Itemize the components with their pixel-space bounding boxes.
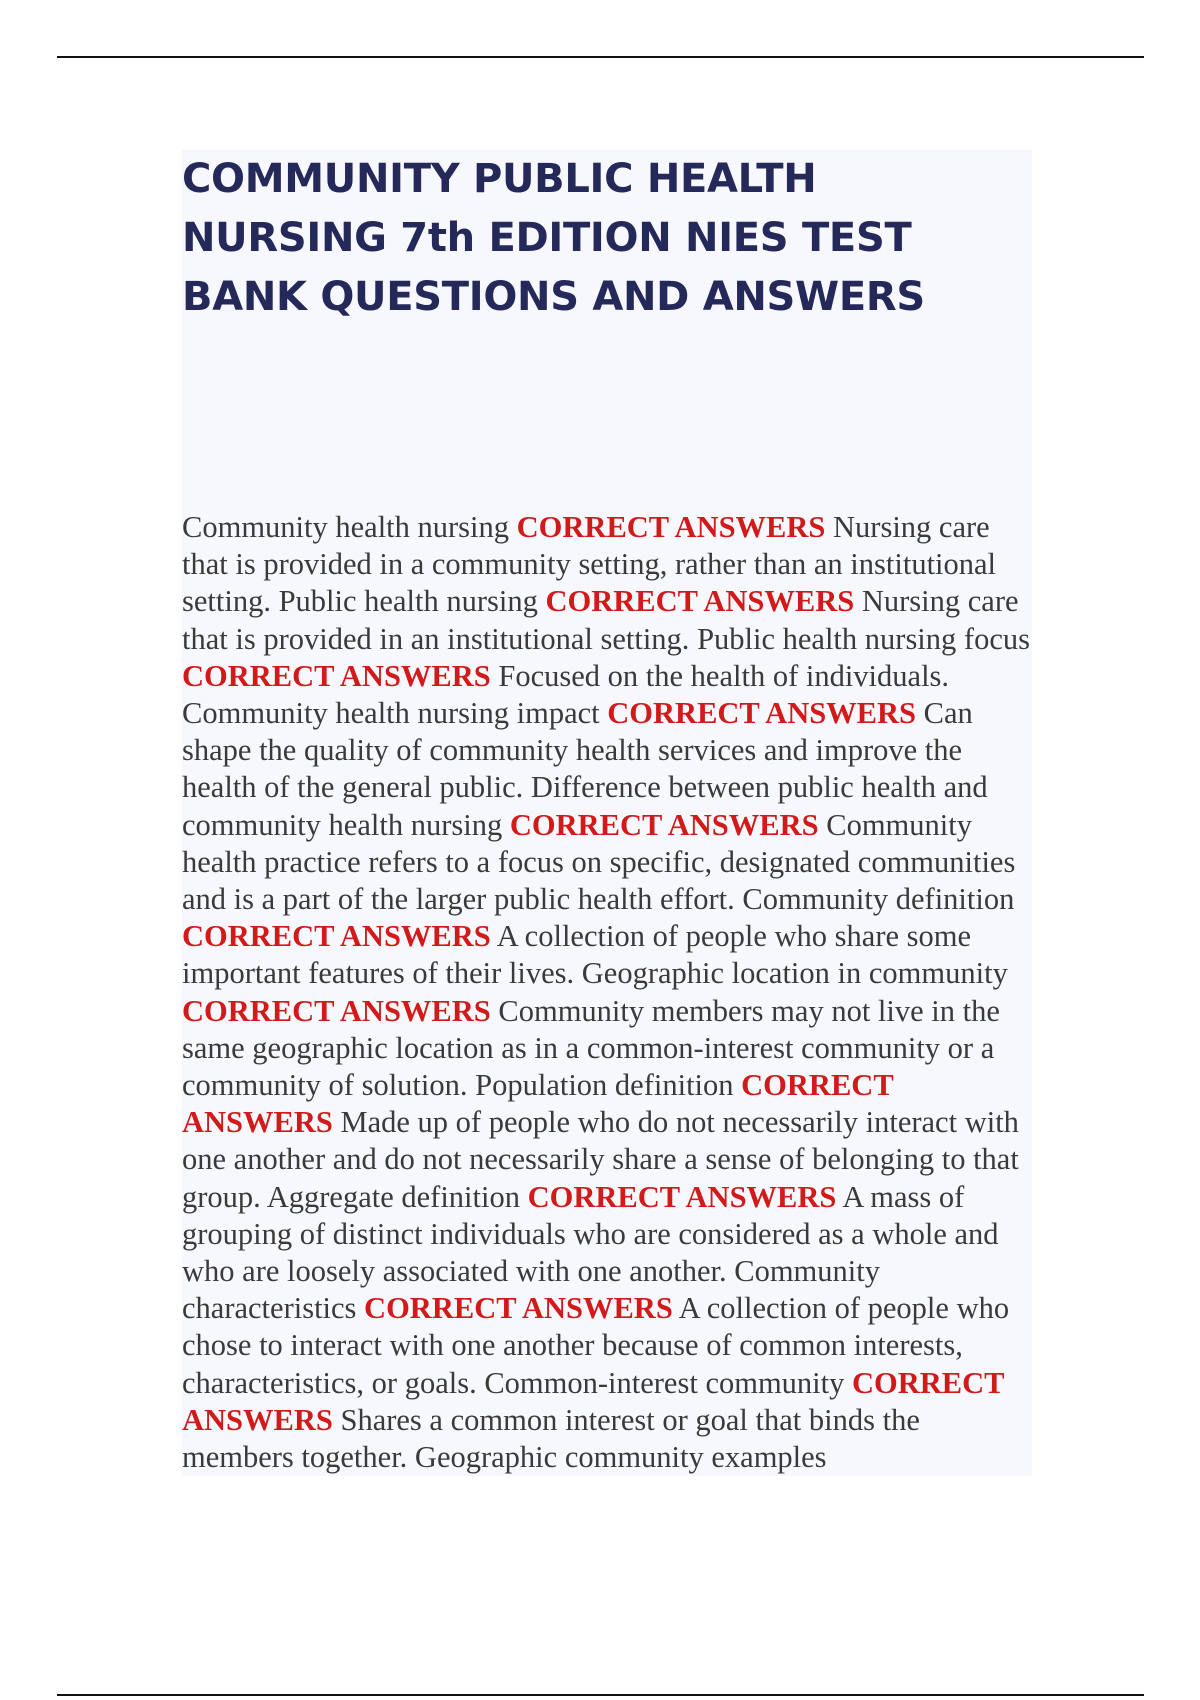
question-term: Public health nursing focus <box>697 621 1030 656</box>
question-term: Geographic location in community <box>581 956 1008 991</box>
answer-text: Community members may not live in the same geographic location as in a common-interest community or a community of solution. <box>182 993 1000 1103</box>
document-title: COMMUNITY PUBLIC HEALTH NURSING 7th EDITION NIES TEST BANK QUESTIONS AND ANSWERS <box>182 156 925 320</box>
question-term: Community definition <box>742 882 1015 917</box>
page-content <box>182 150 1032 1476</box>
correct-answers-marker: CORRECT ANSWERS <box>509 807 819 842</box>
answer-text: Nursing care that is provided in an institutional setting. <box>182 584 1019 656</box>
question-term: Geographic community examples <box>414 1440 827 1475</box>
answer-text: Made up of people who do not necessarily interact with one another and do not necessarily share a sense of belonging to that group. <box>182 1105 1019 1214</box>
answer-text: Community health practice refers to a focus on specific, designated communities and is a part of the larger public health effort. <box>182 807 1016 917</box>
question-term: Difference between public health and community health nursing <box>182 770 988 842</box>
question-term: Community health nursing <box>182 510 510 544</box>
correct-answers-marker: CORRECT ANSWERS <box>364 1291 673 1326</box>
correct-answers-marker: CORRECT ANSWERS <box>607 696 917 731</box>
correct-answers-marker: CORRECT ANSWERS <box>545 584 855 619</box>
question-term: Public health nursing <box>278 584 538 619</box>
correct-answers-marker: CORRECT ANSWERS <box>182 1068 894 1140</box>
answer-text: Nursing care that is provided in a community setting, rather than an institutional setting. <box>182 510 997 619</box>
correct-answers-marker: CORRECT ANSWERS <box>182 1365 1004 1437</box>
answer-text: Can shape the quality of community health services and improve the health of the general public. <box>182 696 973 805</box>
answer-text: A collection of people who share some important features of their lives. <box>182 919 972 991</box>
correct-answers-marker: CORRECT ANSWERS <box>182 919 491 954</box>
bottom-rule <box>57 1694 1144 1696</box>
question-term: Community characteristics <box>182 1254 880 1326</box>
question-term: Common-interest community <box>484 1365 845 1400</box>
question-term: Community health nursing impact <box>182 696 600 731</box>
question-term: Aggregate definition <box>266 1179 520 1214</box>
correct-answers-marker: CORRECT ANSWERS <box>182 993 491 1028</box>
question-term: Population definition <box>475 1068 734 1103</box>
correct-answers-marker: CORRECT ANSWERS <box>516 510 826 544</box>
answer-text: Focused on the health of individuals. <box>498 658 950 693</box>
answer-text: A mass of grouping of distinct individuals who are considered as a whole and who are loosely associated with one another. <box>182 1179 999 1289</box>
answer-text: A collection of people who chose to interact with one another because of common interests, characteristics, or goals. <box>182 1291 1010 1400</box>
title-spacer <box>182 327 1032 509</box>
correct-answers-marker: CORRECT ANSWERS <box>182 658 491 693</box>
top-rule <box>57 56 1144 58</box>
answer-text: Shares a common interest or goal that binds the members together. <box>182 1402 920 1475</box>
correct-answers-marker: CORRECT ANSWERS <box>527 1179 837 1214</box>
qa-body-text <box>182 509 1032 1476</box>
